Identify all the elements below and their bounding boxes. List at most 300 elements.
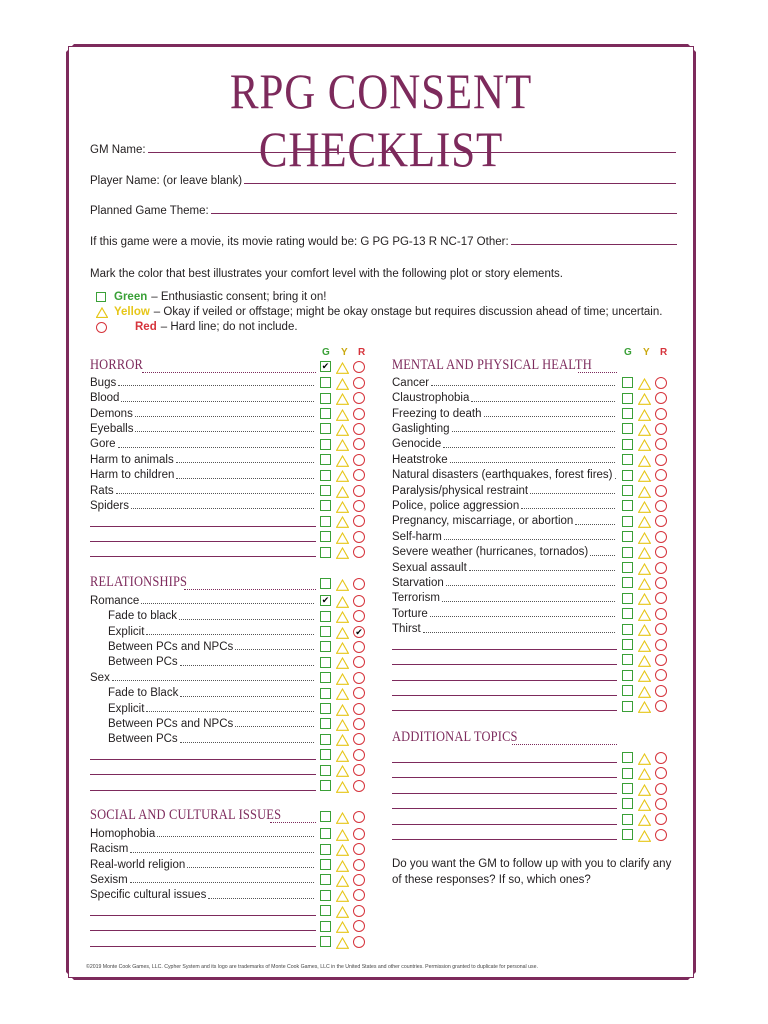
checklist-item-label: Fade to Black: [108, 687, 179, 700]
blank-entry-line[interactable]: [392, 839, 617, 840]
planned-theme-line[interactable]: [211, 212, 677, 214]
yellow-checkbox[interactable]: [336, 469, 349, 481]
red-checkbox[interactable]: [353, 874, 365, 886]
red-checkbox[interactable]: [353, 546, 365, 558]
yellow-checkbox[interactable]: [638, 829, 651, 841]
green-checkbox[interactable]: [320, 844, 331, 855]
legend-yellow-name: Yellow: [114, 306, 150, 318]
red-checkbox[interactable]: [353, 408, 365, 420]
green-checkbox[interactable]: [320, 859, 331, 870]
red-checkbox[interactable]: [655, 608, 667, 620]
green-checkbox[interactable]: [320, 485, 331, 496]
movie-rating-label: If this game were a movie, its movie rating would be: G PG PG-13 R NC-17 Other:: [90, 236, 509, 248]
checklist-item-label: Explicit: [108, 625, 145, 638]
yellow-checkbox[interactable]: [336, 377, 349, 389]
yellow-checkbox[interactable]: [336, 392, 349, 404]
yellow-checkbox[interactable]: [336, 641, 349, 653]
green-checkbox[interactable]: [622, 562, 633, 573]
legend-red: [96, 321, 298, 333]
green-checkbox[interactable]: [622, 654, 633, 665]
green-checkbox[interactable]: [622, 608, 633, 619]
checklist-item-label: Pregnancy, miscarriage, or abortion: [392, 515, 574, 528]
red-checkbox[interactable]: [353, 454, 365, 466]
response-marks: [320, 498, 365, 514]
green-checkbox[interactable]: [320, 657, 331, 668]
checklist-item-label: Gore: [90, 438, 116, 451]
red-checkbox[interactable]: [655, 454, 667, 466]
red-checkbox[interactable]: [655, 654, 667, 666]
yellow-checkbox[interactable]: [638, 546, 651, 558]
leader-dots: [176, 478, 314, 479]
red-checkbox[interactable]: [353, 656, 365, 668]
red-checkbox[interactable]: [655, 623, 667, 635]
red-checkbox[interactable]: [353, 733, 365, 745]
green-checkbox[interactable]: [320, 874, 331, 885]
yellow-checkbox[interactable]: [638, 592, 651, 604]
checklist-item-label: Eyeballs: [90, 422, 134, 435]
green-checkbox[interactable]: [622, 470, 633, 481]
green-checkbox[interactable]: [320, 905, 331, 916]
yellow-checkbox[interactable]: [336, 920, 349, 932]
green-checkbox[interactable]: ✔: [321, 361, 330, 372]
leader-dots: [118, 385, 314, 386]
response-marks: [320, 778, 365, 794]
response-marks: [622, 375, 667, 391]
leader-dots: [471, 401, 615, 402]
green-checkbox[interactable]: [320, 718, 331, 729]
red-checkbox[interactable]: [655, 752, 667, 764]
blank-entry-line[interactable]: [90, 526, 316, 527]
green-checkbox[interactable]: [320, 531, 331, 542]
green-checkbox[interactable]: [320, 641, 331, 652]
checklist-item-label: Police, police aggression: [392, 499, 520, 512]
red-checkbox[interactable]: [655, 562, 667, 574]
response-marks: [320, 685, 365, 701]
yellow-checkbox[interactable]: [336, 811, 349, 823]
yellow-checkbox[interactable]: [638, 377, 651, 389]
green-checkbox[interactable]: [320, 377, 331, 388]
yellow-checkbox[interactable]: [336, 749, 349, 761]
checklist-row: [90, 467, 316, 483]
yellow-checkbox[interactable]: [336, 626, 349, 638]
green-checkbox[interactable]: [622, 798, 633, 809]
red-checkbox[interactable]: [655, 515, 667, 527]
green-checkbox[interactable]: [622, 814, 633, 825]
yellow-checkbox[interactable]: [336, 485, 349, 497]
yellow-checkbox[interactable]: [638, 669, 651, 681]
red-checkbox[interactable]: [655, 813, 667, 825]
legend-green: [96, 291, 326, 303]
leader-dots: [146, 711, 314, 712]
yellow-checkbox[interactable]: [638, 623, 651, 635]
green-checkbox[interactable]: [622, 500, 633, 511]
green-checkbox[interactable]: [622, 639, 633, 650]
response-marks: [320, 655, 365, 671]
response-marks: [320, 483, 365, 499]
green-checkbox[interactable]: [622, 829, 633, 840]
red-checkbox[interactable]: [353, 392, 365, 404]
green-checkbox[interactable]: [320, 423, 331, 434]
green-checkbox[interactable]: [320, 672, 331, 683]
red-checkbox[interactable]: [353, 718, 365, 730]
checklist-row: [90, 375, 316, 391]
green-checkbox[interactable]: [320, 811, 331, 822]
response-marks: [622, 498, 667, 514]
response-marks: [622, 452, 667, 468]
player-name-line[interactable]: [244, 182, 676, 184]
yellow-checkbox[interactable]: [336, 610, 349, 622]
red-checkbox[interactable]: [353, 672, 365, 684]
red-checkbox[interactable]: [353, 531, 365, 543]
response-marks: [622, 483, 667, 499]
response-marks: [622, 781, 667, 797]
red-checkbox[interactable]: [655, 469, 667, 481]
section-title-dots: [512, 744, 617, 745]
yellow-checkbox[interactable]: [638, 608, 651, 620]
left-header-r: R: [358, 347, 366, 358]
red-checkbox[interactable]: [353, 905, 365, 917]
green-checkbox[interactable]: [622, 701, 633, 712]
yellow-checkbox[interactable]: [336, 408, 349, 420]
planned-theme-label: Planned Game Theme:: [90, 205, 209, 217]
blank-entry-line[interactable]: [90, 556, 316, 557]
red-checkbox[interactable]: [655, 377, 667, 389]
red-checkbox[interactable]: [353, 687, 365, 699]
green-checkbox[interactable]: [622, 408, 633, 419]
red-checkbox[interactable]: [655, 392, 667, 404]
leader-dots: [180, 665, 314, 666]
red-checkbox[interactable]: [353, 595, 365, 607]
yellow-checkbox[interactable]: [336, 578, 349, 590]
response-marks: [622, 544, 667, 560]
leader-dots: [443, 447, 615, 448]
green-checkbox[interactable]: [320, 454, 331, 465]
blank-entry-line[interactable]: [392, 824, 617, 825]
checklist-row: [90, 670, 316, 686]
yellow-checkbox[interactable]: [336, 438, 349, 450]
checklist-item-label: Rats: [90, 484, 114, 497]
leader-dots: [118, 447, 314, 448]
gm-name-line[interactable]: [148, 151, 676, 153]
green-checkbox[interactable]: [320, 734, 331, 745]
player-name-field[interactable]: [90, 175, 676, 187]
section-title-dots: [142, 372, 316, 373]
leader-dots: [484, 416, 615, 417]
red-checkbox[interactable]: [655, 783, 667, 795]
green-checkbox[interactable]: [320, 749, 331, 760]
green-checkbox[interactable]: [320, 921, 331, 932]
yellow-checkbox[interactable]: [336, 764, 349, 776]
red-checkbox[interactable]: [353, 423, 365, 435]
blank-entry-line[interactable]: [90, 930, 316, 931]
blank-entry-line[interactable]: [392, 664, 617, 665]
checklist-item-label: Explicit: [108, 702, 145, 715]
checklist-item-label: Gaslighting: [392, 422, 450, 435]
blank-entry-line[interactable]: [392, 777, 617, 778]
red-checkbox[interactable]: [353, 578, 365, 590]
green-checkbox[interactable]: [320, 936, 331, 947]
checklist-item-label: Racism: [90, 843, 129, 856]
yellow-checkbox[interactable]: [336, 859, 349, 871]
checklist-item-label: Real-world religion: [90, 858, 186, 871]
leader-dots: [423, 632, 615, 633]
red-checkbox[interactable]: [655, 408, 667, 420]
yellow-checkbox[interactable]: [336, 780, 349, 792]
green-checkbox[interactable]: [622, 393, 633, 404]
red-checkbox[interactable]: [655, 485, 667, 497]
checklist-item-label: Terrorism: [392, 592, 440, 605]
leader-dots: [208, 898, 314, 899]
movie-rating-field[interactable]: [90, 236, 677, 248]
red-checkbox[interactable]: [655, 767, 667, 779]
checklist-item-label: Between PCs: [108, 733, 178, 746]
red-checkbox[interactable]: [655, 639, 667, 651]
checklist-row: [392, 529, 617, 545]
yellow-checkbox[interactable]: [336, 828, 349, 840]
leader-dots: [442, 601, 615, 602]
blank-entry-line[interactable]: [90, 759, 316, 760]
green-checkbox[interactable]: [622, 439, 633, 450]
green-checkbox[interactable]: [320, 611, 331, 622]
green-checkbox[interactable]: [622, 516, 633, 527]
red-checkbox[interactable]: [353, 749, 365, 761]
blank-entry-line[interactable]: [392, 808, 617, 809]
gm-name-field[interactable]: [90, 144, 676, 156]
red-checkbox[interactable]: [353, 780, 365, 792]
red-checkbox[interactable]: [655, 577, 667, 589]
blank-entry-line[interactable]: [90, 541, 316, 542]
yellow-checkbox[interactable]: [336, 718, 349, 730]
section-title: RELATIONSHIPS: [90, 574, 188, 590]
yellow-checkbox[interactable]: [638, 700, 651, 712]
green-checkbox[interactable]: [622, 768, 633, 779]
red-checkbox[interactable]: [655, 546, 667, 558]
yellow-checkbox[interactable]: [638, 813, 651, 825]
blank-entry-line[interactable]: [90, 915, 316, 916]
green-checkbox[interactable]: [622, 423, 633, 434]
response-marks: [320, 624, 365, 640]
red-checkbox[interactable]: [655, 700, 667, 712]
yellow-checkbox[interactable]: [336, 454, 349, 466]
blank-entry-line[interactable]: [90, 790, 316, 791]
yellow-checkbox[interactable]: [638, 577, 651, 589]
yellow-checkbox[interactable]: [336, 656, 349, 668]
response-marks: [320, 593, 365, 609]
red-checkbox[interactable]: [655, 685, 667, 697]
leader-dots: [130, 852, 314, 853]
green-checkbox[interactable]: [320, 780, 331, 791]
checklist-row: [108, 685, 316, 701]
red-checkbox[interactable]: [353, 610, 365, 622]
yellow-checkbox[interactable]: [336, 546, 349, 558]
response-marks: [622, 621, 667, 637]
yellow-checkbox[interactable]: [638, 485, 651, 497]
yellow-checkbox[interactable]: [638, 654, 651, 666]
yellow-checkbox[interactable]: [638, 752, 651, 764]
green-checkbox[interactable]: [622, 783, 633, 794]
green-checkbox[interactable]: [622, 577, 633, 588]
yellow-checkbox[interactable]: [638, 531, 651, 543]
red-checkbox[interactable]: [353, 859, 365, 871]
red-checkbox[interactable]: [655, 531, 667, 543]
red-circle-icon: [96, 322, 107, 333]
green-checkbox[interactable]: [320, 439, 331, 450]
left-header-y: Y: [341, 347, 348, 358]
green-checkbox[interactable]: [320, 500, 331, 511]
blank-entry-line[interactable]: [392, 793, 617, 794]
blank-entry-line[interactable]: [90, 774, 316, 775]
green-checkbox[interactable]: ✔: [321, 595, 330, 606]
green-checkbox[interactable]: [622, 670, 633, 681]
red-checkbox[interactable]: [655, 798, 667, 810]
green-checkbox[interactable]: [320, 688, 331, 699]
red-checkbox[interactable]: [353, 920, 365, 932]
green-checkbox[interactable]: [320, 765, 331, 776]
yellow-checkbox[interactable]: [336, 515, 349, 527]
yellow-checkbox[interactable]: [638, 500, 651, 512]
green-checkbox[interactable]: [320, 516, 331, 527]
leader-dots: [187, 867, 314, 868]
yellow-checkbox[interactable]: [638, 392, 651, 404]
green-checkbox[interactable]: [320, 890, 331, 901]
yellow-checkbox[interactable]: [638, 438, 651, 450]
green-checkbox[interactable]: [320, 470, 331, 481]
blank-entry-line[interactable]: [90, 946, 316, 947]
yellow-checkbox[interactable]: [336, 733, 349, 745]
yellow-checkbox[interactable]: [638, 783, 651, 795]
leader-dots: [141, 603, 314, 604]
response-marks: [320, 576, 365, 592]
yellow-checkbox[interactable]: [336, 500, 349, 512]
leader-dots: [590, 555, 615, 556]
green-checkbox[interactable]: [622, 377, 633, 388]
red-checkbox[interactable]: [353, 469, 365, 481]
legend-yellow: [96, 306, 662, 318]
legend-red-desc: – Hard line; do not include.: [160, 321, 298, 333]
red-checkbox[interactable]: [655, 438, 667, 450]
yellow-checkbox[interactable]: [336, 703, 349, 715]
green-checkbox[interactable]: [320, 626, 331, 637]
green-checkbox[interactable]: [622, 485, 633, 496]
red-checkbox[interactable]: [655, 423, 667, 435]
response-marks: [320, 529, 365, 545]
yellow-checkbox[interactable]: [336, 687, 349, 699]
green-checkbox[interactable]: [622, 454, 633, 465]
yellow-checkbox[interactable]: [638, 423, 651, 435]
red-checkbox[interactable]: [353, 936, 365, 948]
red-checkbox[interactable]: [353, 889, 365, 901]
red-checkbox[interactable]: [353, 485, 365, 497]
green-checkbox[interactable]: [320, 393, 331, 404]
planned-theme-field[interactable]: [90, 205, 677, 217]
red-checkbox[interactable]: [655, 829, 667, 841]
checklist-row: [90, 826, 316, 842]
red-checkbox[interactable]: [655, 500, 667, 512]
green-checkbox[interactable]: [622, 624, 633, 635]
yellow-checkbox[interactable]: [336, 361, 349, 373]
yellow-checkbox[interactable]: [336, 889, 349, 901]
leader-dots: [530, 493, 615, 494]
yellow-checkbox[interactable]: [638, 639, 651, 651]
blank-entry-line[interactable]: [392, 710, 617, 711]
checklist-row: [392, 560, 617, 576]
yellow-checkbox[interactable]: [336, 843, 349, 855]
response-marks: [622, 467, 667, 483]
red-checkbox[interactable]: [353, 703, 365, 715]
green-checkbox[interactable]: [622, 547, 633, 558]
movie-rating-line[interactable]: [511, 243, 677, 245]
checklist-row: [90, 593, 316, 609]
yellow-checkbox[interactable]: [638, 798, 651, 810]
red-checkbox[interactable]: ✔: [353, 626, 365, 638]
yellow-checkbox[interactable]: [638, 469, 651, 481]
yellow-checkbox[interactable]: [336, 595, 349, 607]
yellow-checkbox[interactable]: [336, 423, 349, 435]
red-checkbox[interactable]: [353, 843, 365, 855]
checklist-item-label: Harm to children: [90, 469, 175, 482]
yellow-checkbox[interactable]: [336, 531, 349, 543]
checklist-row: [90, 841, 316, 857]
yellow-checkbox[interactable]: [638, 515, 651, 527]
red-checkbox[interactable]: [353, 500, 365, 512]
blank-entry-line[interactable]: [392, 680, 617, 681]
blank-entry-line[interactable]: [392, 695, 617, 696]
green-checkbox[interactable]: [622, 752, 633, 763]
section-title: SOCIAL AND CULTURAL ISSUES: [90, 807, 282, 823]
blank-entry-line[interactable]: [392, 762, 617, 763]
red-checkbox[interactable]: [353, 811, 365, 823]
green-checkbox[interactable]: [320, 547, 331, 558]
red-checkbox[interactable]: [353, 377, 365, 389]
checklist-row: [90, 872, 316, 888]
yellow-checkbox[interactable]: [638, 767, 651, 779]
checklist-item-label: Spiders: [90, 499, 129, 512]
blank-entry-line[interactable]: [392, 649, 617, 650]
response-marks: [622, 437, 667, 453]
yellow-checkbox[interactable]: [336, 874, 349, 886]
green-checkbox[interactable]: [320, 703, 331, 714]
yellow-checkbox[interactable]: [336, 905, 349, 917]
red-checkbox[interactable]: [353, 641, 365, 653]
red-checkbox[interactable]: [353, 764, 365, 776]
red-checkbox[interactable]: [353, 438, 365, 450]
checklist-row: [392, 575, 617, 591]
checklist-row: [392, 375, 617, 391]
yellow-checkbox[interactable]: [638, 454, 651, 466]
yellow-checkbox[interactable]: [638, 408, 651, 420]
yellow-checkbox[interactable]: [336, 672, 349, 684]
red-checkbox[interactable]: [655, 592, 667, 604]
green-checkbox[interactable]: [320, 578, 331, 589]
red-checkbox[interactable]: [353, 515, 365, 527]
green-checkbox[interactable]: [622, 685, 633, 696]
yellow-checkbox[interactable]: [638, 685, 651, 697]
response-marks: [320, 872, 365, 888]
checklist-item-label: Blood: [90, 392, 120, 405]
leader-dots: [452, 431, 615, 432]
green-checkbox[interactable]: [320, 828, 331, 839]
checklist-row: [392, 406, 617, 422]
yellow-checkbox[interactable]: [336, 936, 349, 948]
response-marks: [320, 452, 365, 468]
green-checkbox[interactable]: [320, 408, 331, 419]
red-checkbox[interactable]: [655, 669, 667, 681]
green-checkbox[interactable]: [622, 531, 633, 542]
green-checkbox[interactable]: [622, 593, 633, 604]
red-checkbox[interactable]: [353, 361, 365, 373]
red-checkbox[interactable]: [353, 828, 365, 840]
yellow-checkbox[interactable]: [638, 562, 651, 574]
